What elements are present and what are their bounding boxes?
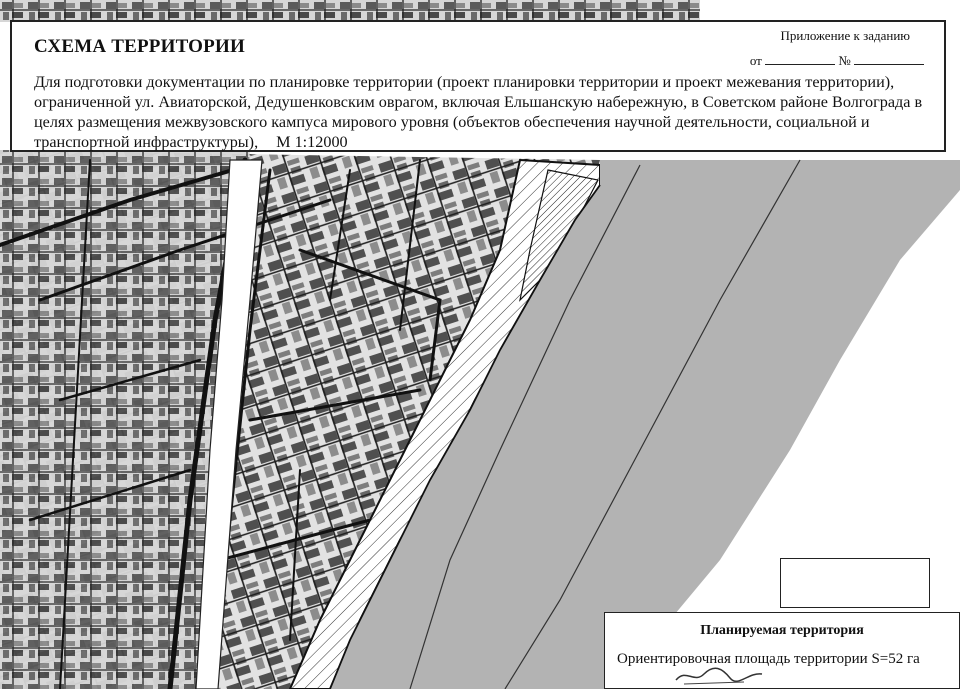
legend-area-text: Ориентировочная площадь территории S=52 га	[617, 651, 920, 667]
map-description	[34, 72, 934, 152]
map-scale: М 1:12000	[276, 133, 348, 151]
from-label: от	[749, 53, 762, 68]
legend-swatch	[780, 558, 930, 608]
legend-block	[604, 612, 960, 689]
urban-area-top	[0, 0, 700, 22]
description-text: Для подготовки документации по планировке территории (проект планировки территории и проект межевания территории), ограниченной ул. Авиаторской, Дедушенковским оврагом, включая Ельшанскую набережную, в Советском районе Волгограда в целях размещения межвузовского кампуса мирового уровня (объектов обеспечения научной деятельности, социальной и транспортной инфраструктуры),	[34, 73, 923, 151]
date-blank	[765, 52, 835, 65]
title-block	[10, 20, 946, 152]
signature-icon	[674, 664, 764, 688]
number-blank	[854, 52, 924, 65]
appendix-label: Приложение к заданию	[780, 28, 910, 43]
number-label: №	[838, 53, 851, 68]
legend-title: Планируемая территория	[700, 623, 864, 638]
reference-line	[750, 52, 924, 69]
map-title: СХЕМА ТЕРРИТОРИИ	[34, 36, 245, 57]
